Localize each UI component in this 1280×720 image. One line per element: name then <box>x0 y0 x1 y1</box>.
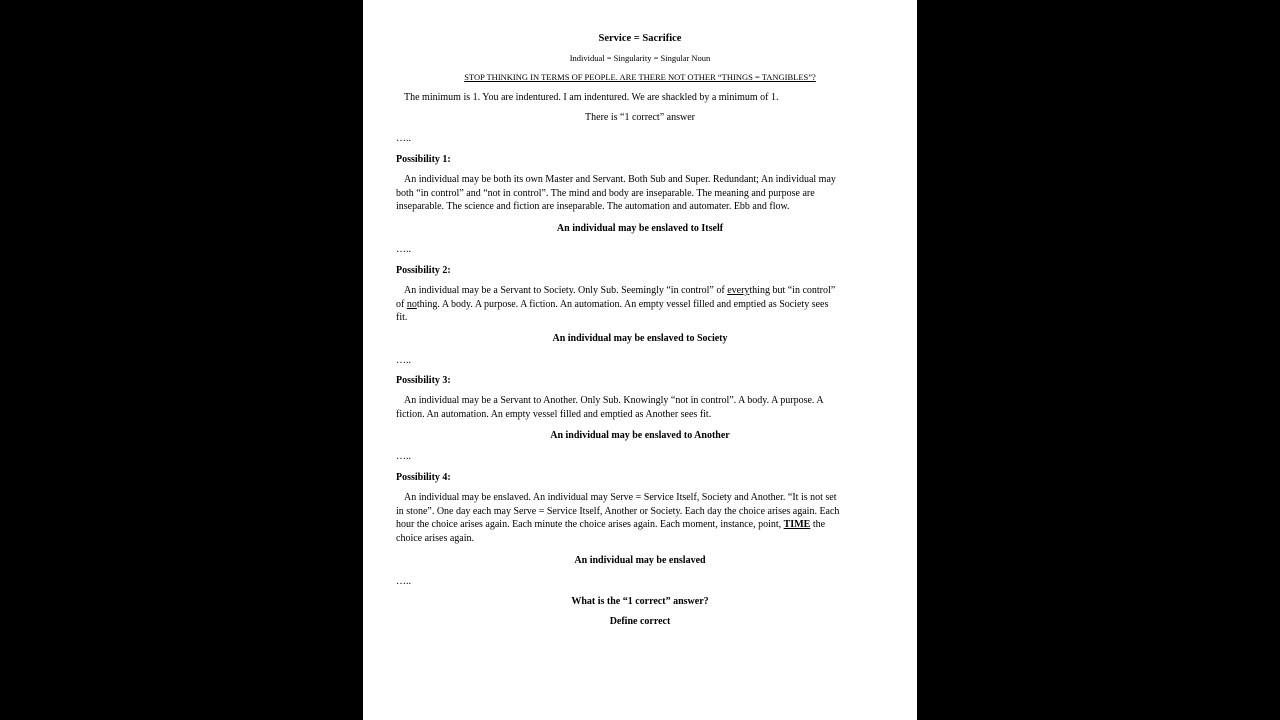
ellipsis-separator: ….. <box>396 244 411 255</box>
underlined-text: no <box>406 298 417 310</box>
possibility-1-conclusion: An individual may be enslaved to Itself <box>556 223 724 234</box>
document-subtitle: Individual = Singularity = Singular Noun <box>569 53 711 63</box>
text-run: thing. A body. A purpose. A fiction. An automation. An empty vessel filled and emptied as Society sees <box>416 298 829 310</box>
document-title: Service = Sacrifice <box>598 33 682 44</box>
underlined-text: every <box>727 285 750 296</box>
paragraph-line: An individual may be enslaved. An individual may Serve = Service Itself, Society and Another. “It is not set <box>404 492 837 503</box>
paragraph-line: An individual may be a Servant to Another. Only Sub. Knowingly “not in control”. A body. A purpose. A <box>404 395 824 406</box>
paragraph-line: An individual may be both its own Master and Servant. Both Sub and Super. Redundant; An individual may <box>404 174 836 185</box>
final-question: What is the “1 correct” answer? <box>571 596 709 607</box>
paragraph-line: fit. <box>396 312 408 323</box>
text-run: the <box>810 519 826 530</box>
text-run: hour the choice arises again. Each minute the choice arises again. Each moment, instance, point, <box>396 519 784 530</box>
paragraph-line: choice arises again. <box>396 532 475 544</box>
possibility-1-heading: Possibility 1: <box>396 154 451 165</box>
possibility-2-heading: Possibility 2: <box>396 265 451 276</box>
possibility-2-conclusion: An individual may be enslaved to Society <box>552 333 728 344</box>
paragraph-line <box>396 284 884 298</box>
final-define: Define correct <box>609 616 671 627</box>
text-run: An individual may be a Servant to Society. Only Sub. Seemingly “in control” of <box>404 285 728 296</box>
ellipsis-separator: ….. <box>396 355 411 366</box>
ellipsis-separator: ….. <box>396 133 411 144</box>
ellipsis-separator: ….. <box>396 576 411 587</box>
possibility-4-heading: Possibility 4: <box>396 472 451 483</box>
possibility-3-paragraph <box>396 394 884 421</box>
correct-answer-line: There is “1 correct” answer <box>585 112 695 123</box>
text-run: of <box>396 298 407 310</box>
paragraph-line: inseparable. The science and fiction are inseparable. The automation and automater. Ebb and flow. <box>396 201 790 212</box>
document-page <box>363 0 917 720</box>
ellipsis-separator: ….. <box>396 451 411 462</box>
possibility-4-paragraph <box>396 491 884 545</box>
minimum-line: The minimum is 1. You are indentured. I am indentured. We are shackled by a minimum of 1. <box>404 92 779 103</box>
text-run: thing but “in control” <box>749 285 836 296</box>
paragraph-line <box>396 298 884 312</box>
paragraph-line <box>396 518 884 532</box>
possibility-2-paragraph <box>396 284 884 325</box>
stop-thinking-line: STOP THINKING IN TERMS OF PEOPLE. ARE THERE NOT OTHER “THINGS = TANGIBLES”? <box>464 72 816 82</box>
possibility-4-conclusion: An individual may be enslaved <box>574 555 706 566</box>
possibility-3-heading: Possibility 3: <box>396 375 451 386</box>
paragraph-line: in stone”. One day each may Serve = Service Itself, Another or Society. Each day the choice arises again. Each <box>396 505 840 517</box>
possibility-1-paragraph <box>396 173 884 214</box>
paragraph-line: fiction. An automation. An empty vessel filled and emptied as Another sees fit. <box>396 408 712 420</box>
paragraph-line: both “in control” and “not in control”. The mind and body are inseparable. The meaning and purpose are <box>396 187 815 199</box>
possibility-3-conclusion: An individual may be enslaved to Another <box>550 430 730 441</box>
time-emphasis: TIME <box>783 519 811 530</box>
